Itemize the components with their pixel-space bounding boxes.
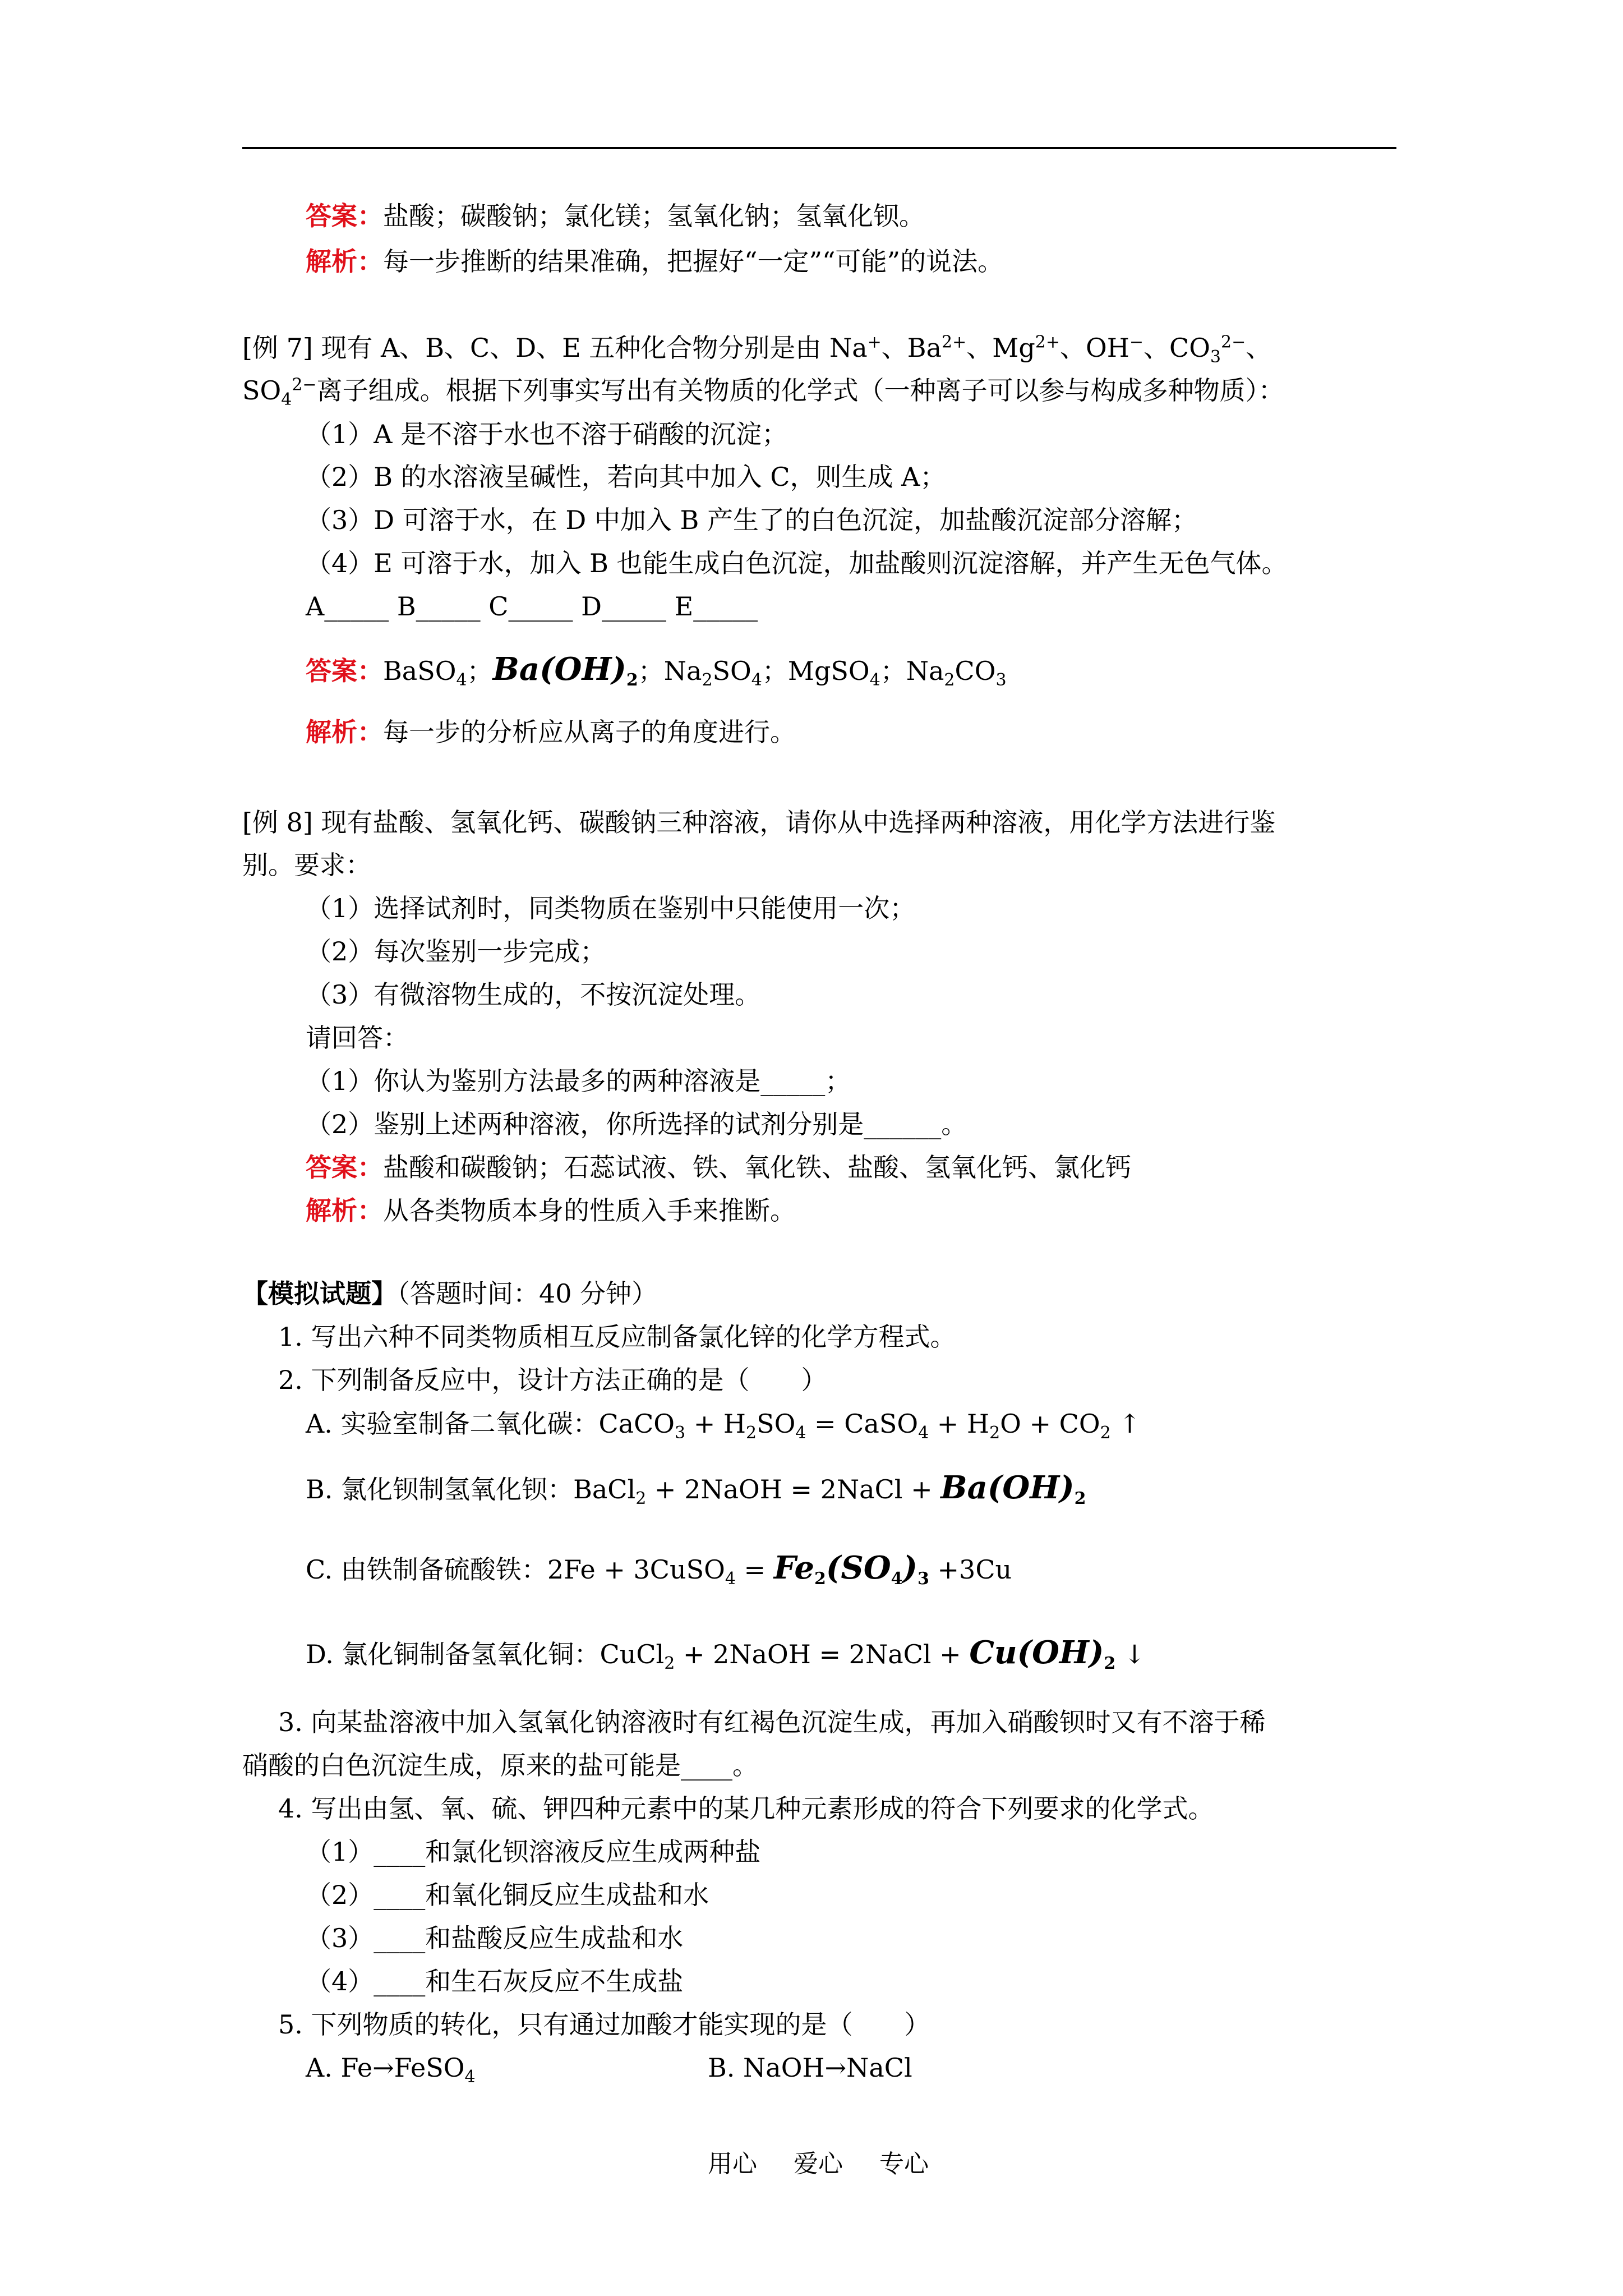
ex7-answer-line: 答案：BaSO$_4$；$Ba(OH)_2$；$Na_2SO_4$；MgSO$_4$；$Na_2CO_3$: [306, 651, 1007, 691]
top-analysis-line: [306, 245, 1003, 278]
ex7-item-2: （2）B 的水溶液呈碱性，若向其中加入 C，则生成 A；: [306, 462, 946, 492]
answer-label: 答案：: [306, 201, 383, 231]
ex7-blanks: A_____ B_____ C_____ D_____ E_____: [306, 591, 758, 622]
ex8-q-1: （1）你认为鉴别方法最多的两种溶液是_____；: [306, 1066, 851, 1096]
analysis-label: 解析：: [306, 1195, 383, 1226]
top-analysis-text: 每一步推断的结果准确，把握好“一定”“可能”的说法。: [383, 246, 1004, 277]
ex7-intro-line1: [例 7] 现有 A、B、C、D、E 五种化合物分别是由 Na+、$Ba^{2+}$、$Mg^{2+}$、OH−、$CO_3^{2-}$、: [242, 332, 1272, 367]
ex7-analysis-line: 解析：每一步的分析应从离子的角度进行。: [306, 717, 796, 747]
sim-q4-item-1: （1）____和氯化钡溶液反应生成两种盐: [306, 1837, 761, 1867]
ex8-q-2: （2）鉴别上述两种溶液，你所选择的试剂分别是______。: [306, 1109, 967, 1139]
ex7-intro-line2: $SO_4^{2-}$离子组成。根据下列事实写出有关物质的化学式（一种离子可以参与构成多种物质）：: [242, 375, 1284, 410]
sim-q2: 2. 下列制备反应中，设计方法正确的是（ ）: [278, 1365, 827, 1395]
sim-q5-option-a: A. Fe→FeSO$_4$: [306, 2053, 476, 2087]
sim-q2-option-a: A. 实验室制备二氧化碳：CaCO$_3$ + $H_2SO_4$ = CaSO$_4$ + $H_2O + CO_2$ ↑: [306, 1409, 1141, 1443]
sim-q3-line1: 3. 向某盐溶液中加入氢氧化钠溶液时有红褐色沉淀生成，再加入硝酸钡时又有不溶于稀: [278, 1707, 1266, 1737]
sim-q4: 4. 写出由氢、氧、硫、钾四种元素中的某几种元素形成的符合下列要求的化学式。: [278, 1793, 1214, 1824]
sim-q4-item-4: （4）____和生石灰反应不生成盐: [306, 1966, 684, 1996]
ex7-item-4: （4）E 可溶于水，加入 B 也能生成白色沉淀，加盐酸则沉淀溶解，并产生无色气体。: [306, 548, 1288, 578]
ex8-intro-line1: [例 8] 现有盐酸、氢氧化钙、碳酸钠三种溶液，请你从中选择两种溶液，用化学方法进行鉴: [242, 807, 1276, 838]
top-answer-line: [306, 199, 925, 233]
top-answer-text: 盐酸；碳酸钠；氯化镁；氢氧化钠；氢氧化钡。: [383, 201, 925, 231]
ex8-req-3: （3）有微溶物生成的，不按沉淀处理。: [306, 979, 761, 1010]
footer-word-2: 爱心: [794, 2150, 843, 2178]
sim-q3-line2: 硝酸的白色沉淀生成，原来的盐可能是____。: [242, 1750, 758, 1780]
answer-label: 答案：: [306, 656, 383, 686]
analysis-label: 解析：: [306, 717, 383, 747]
ex8-analysis-line: 解析：从各类物质本身的性质入手来推断。: [306, 1195, 796, 1226]
sim-q2-option-d: D. 氯化铜制备氢氧化铜：CuCl$_2$ + 2NaOH = 2NaCl + $Cu(OH)_2$ ↓: [306, 1634, 1146, 1674]
ex8-ask: 请回答：: [306, 1023, 409, 1053]
sim-q4-item-3: （3）____和盐酸反应生成盐和水: [306, 1923, 684, 1953]
sim-q5: 5. 下列物质的转化，只有通过加酸才能实现的是（ ）: [278, 2009, 930, 2040]
ex7-item-3: （3）D 可溶于水，在 D 中加入 B 产生了的白色沉淀，加盐酸沉淀部分溶解；: [306, 505, 1197, 535]
footer-word-3: 专心: [879, 2150, 929, 2178]
sim-q1: 1. 写出六种不同类物质相互反应制备氯化锌的化学方程式。: [278, 1322, 956, 1352]
ex8-answer-line: 答案：盐酸和碳酸钠；石蕊试液、铁、氧化铁、盐酸、氢氧化钙、氯化钙: [306, 1152, 1131, 1182]
ex8-req-2: （2）每次鉴别一步完成；: [306, 936, 606, 967]
analysis-label: 解析：: [306, 246, 383, 277]
sim-q2-option-b: B. 氯化钡制氢氧化钡：BaCl$_2$ + 2NaOH = 2NaCl + $Ba(OH)_2$: [306, 1469, 1086, 1509]
ex7-item-1: （1）A 是不溶于水也不溶于硝酸的沉淀；: [306, 419, 788, 449]
sim-q5-option-b: B. NaOH→NaCl: [708, 2053, 912, 2083]
sim-heading: 【模拟试题】（答题时间：40 分钟）: [242, 1278, 658, 1309]
footer-word-1: 用心: [708, 2150, 757, 2178]
answer-label: 答案：: [306, 1152, 383, 1182]
sim-q4-item-2: （2）____和氧化铜反应生成盐和水: [306, 1880, 709, 1910]
ex8-intro-line2: 别。要求：: [242, 850, 371, 880]
sim-q2-option-c: C. 由铁制备硫酸铁：2Fe + 3CuSO$_4$ = $Fe_2(SO_4)_3 +3Cu$: [306, 1549, 1012, 1589]
ex8-req-1: （1）选择试剂时，同类物质在鉴别中只能使用一次；: [306, 893, 916, 923]
header-rule: [242, 147, 1396, 149]
